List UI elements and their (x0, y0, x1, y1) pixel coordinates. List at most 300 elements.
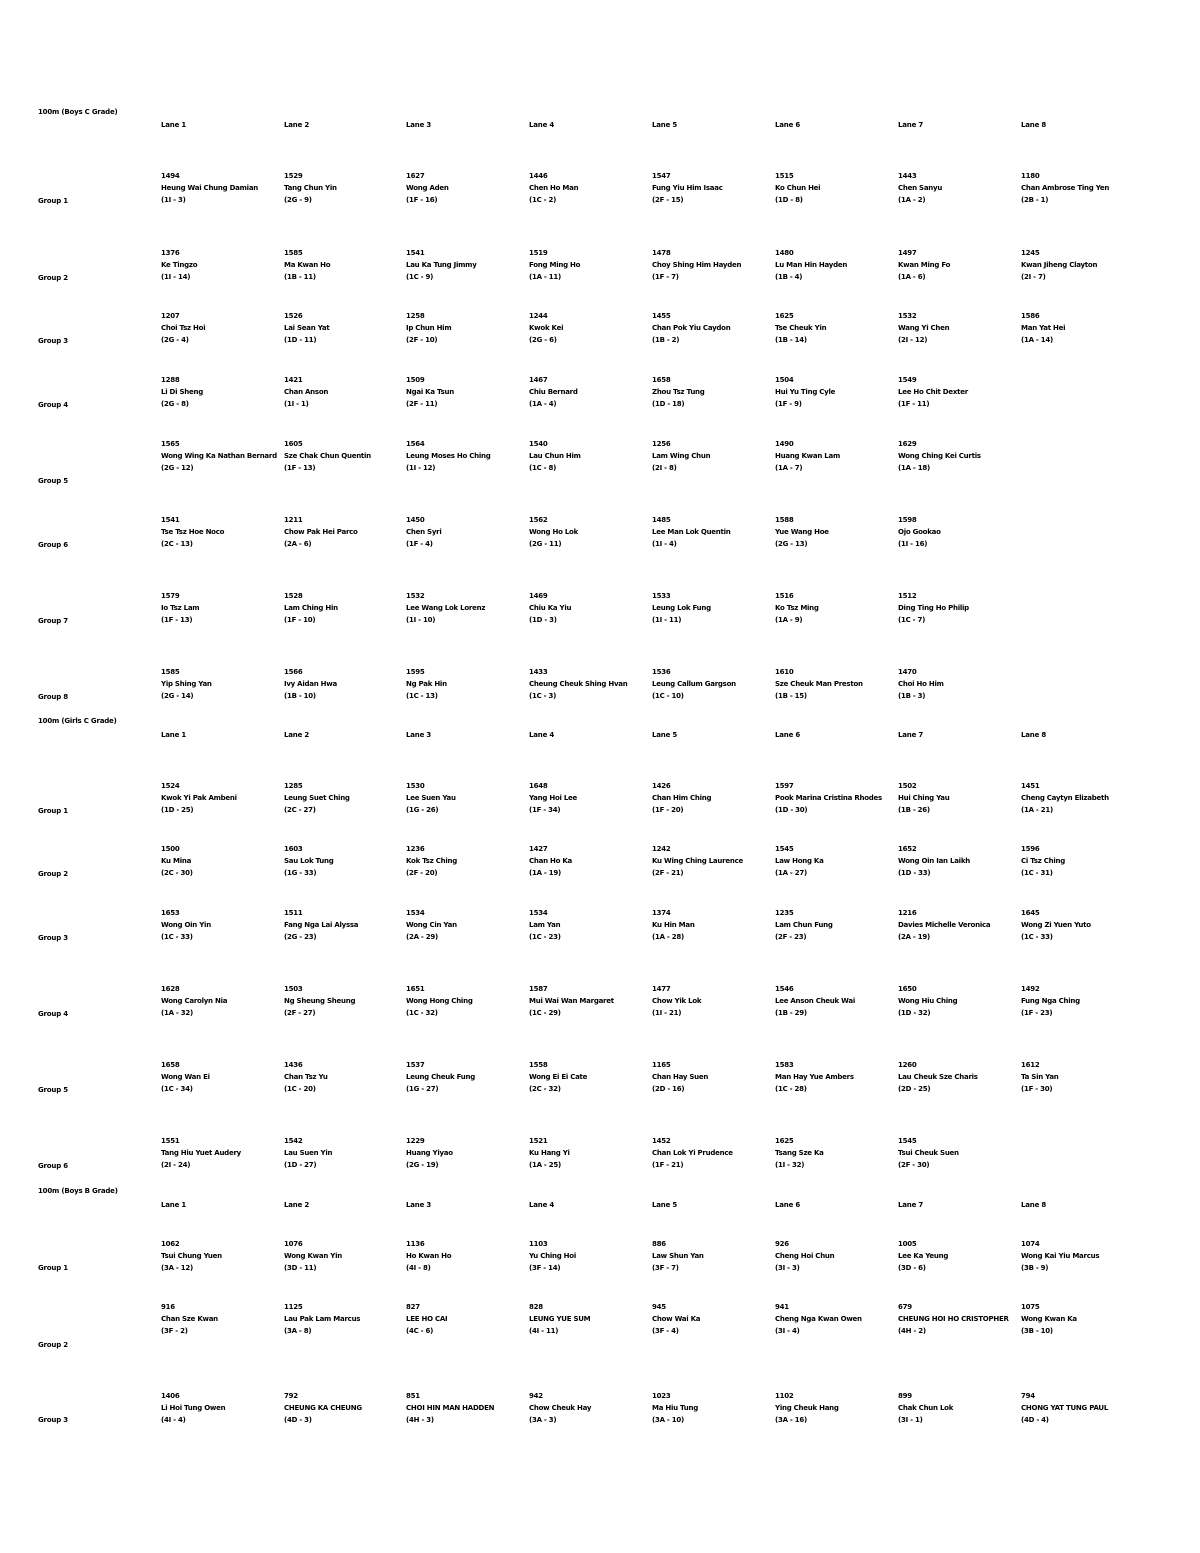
class-code: (1A - 9) (775, 616, 803, 624)
athlete-number: 828 (529, 1303, 543, 1311)
athlete-name: Ci Tsz Ching (1021, 857, 1066, 865)
class-code: (3D - 11) (284, 1264, 317, 1272)
class-code: (1I - 14) (161, 273, 191, 281)
athlete-name: Chan Him Ching (652, 794, 712, 802)
entry-cell (898, 1301, 1016, 1337)
athlete-number: 1625 (775, 1137, 794, 1145)
athlete-name: Lam Ching Hin (284, 604, 338, 612)
athlete-number: 1074 (1021, 1240, 1040, 1248)
entry-cell (529, 1135, 647, 1171)
entry-cell (529, 1390, 647, 1426)
entry-cell (406, 983, 524, 1019)
athlete-name: Cheng Hoi Chun (775, 1252, 835, 1260)
entry-cell (161, 983, 279, 1019)
entry-cell (284, 1390, 402, 1426)
athlete-number: 1628 (161, 985, 180, 993)
athlete-number: 942 (529, 1392, 543, 1400)
athlete-number: 1645 (1021, 909, 1040, 917)
athlete-number: 1005 (898, 1240, 917, 1248)
entry-cell (1021, 1059, 1139, 1095)
class-code: (2I - 24) (161, 1161, 191, 1169)
athlete-name: Wong Oin Ian Laikh (898, 857, 970, 865)
athlete-number: 1530 (406, 782, 425, 790)
class-code: (1D - 27) (284, 1161, 317, 1169)
entry-cell (161, 514, 279, 550)
athlete-number: 1480 (775, 249, 794, 257)
entry-cell (161, 843, 279, 879)
athlete-number: 1516 (775, 592, 794, 600)
class-code: (1B - 2) (652, 336, 680, 344)
lane-header: Lane 7 (898, 731, 924, 739)
group-label: Group 4 (38, 1010, 68, 1018)
athlete-name: Lee Ho Chit Dexter (898, 388, 968, 396)
athlete-number: 1541 (406, 249, 425, 257)
class-code: (2D - 16) (652, 1085, 685, 1093)
entry-cell (529, 780, 647, 816)
athlete-name: Chak Chun Lok (898, 1404, 954, 1412)
entry-cell (284, 438, 402, 474)
athlete-number: 945 (652, 1303, 666, 1311)
athlete-name: Man Yat Hei (1021, 324, 1066, 332)
entry-cell (406, 1135, 524, 1171)
athlete-name: Sau Lok Tung (284, 857, 334, 865)
athlete-number: 1534 (529, 909, 548, 917)
class-code: (1I - 12) (406, 464, 436, 472)
athlete-number: 1470 (898, 668, 917, 676)
athlete-number: 1596 (1021, 845, 1040, 853)
athlete-name: Lau Ka Tung Jimmy (406, 261, 477, 269)
athlete-number: 1497 (898, 249, 917, 257)
class-code: (2G - 4) (161, 336, 189, 344)
entry-cell (406, 374, 524, 410)
lane-header: Lane 7 (898, 121, 924, 129)
athlete-name: Leung Callum Gargson (652, 680, 736, 688)
athlete-number: 827 (406, 1303, 420, 1311)
athlete-name: Fong Ming Ho (529, 261, 581, 269)
class-code: (1F - 21) (652, 1161, 684, 1169)
class-code: (1F - 13) (161, 616, 193, 624)
athlete-number: 1529 (284, 172, 303, 180)
athlete-name: Ngai Ka Tsun (406, 388, 454, 396)
athlete-number: 1528 (284, 592, 303, 600)
athlete-name: Chen Syri (406, 528, 442, 536)
class-code: (2F - 15) (652, 196, 684, 204)
athlete-number: 1541 (161, 516, 180, 524)
class-code: (2I - 12) (898, 336, 928, 344)
athlete-number: 1546 (775, 985, 794, 993)
athlete-number: 1562 (529, 516, 548, 524)
entry-cell (898, 374, 1016, 410)
lane-header: Lane 2 (284, 731, 310, 739)
athlete-number: 899 (898, 1392, 912, 1400)
athlete-number: 1524 (161, 782, 180, 790)
athlete-name: Io Tsz Lam (161, 604, 200, 612)
class-code: (3F - 14) (529, 1264, 561, 1272)
class-code: (2G - 8) (161, 400, 189, 408)
athlete-number: 1519 (529, 249, 548, 257)
class-code: (1A - 4) (529, 400, 557, 408)
athlete-number: 1258 (406, 312, 425, 320)
group-label: Group 3 (38, 337, 68, 345)
entry-cell (775, 1059, 893, 1095)
group-label: Group 2 (38, 870, 68, 878)
athlete-number: 1652 (898, 845, 917, 853)
entry-cell (775, 983, 893, 1019)
entry-cell (898, 310, 1016, 346)
athlete-name: Lau Chun Him (529, 452, 581, 460)
athlete-name: Sze Cheuk Man Preston (775, 680, 863, 688)
athlete-number: 1588 (775, 516, 794, 524)
athlete-number: 926 (775, 1240, 789, 1248)
athlete-number: 1540 (529, 440, 548, 448)
entry-cell (284, 1059, 402, 1095)
class-code: (4C - 6) (406, 1327, 434, 1335)
athlete-number: 1406 (161, 1392, 180, 1400)
athlete-number: 1558 (529, 1061, 548, 1069)
athlete-name: Ke Tingzo (161, 261, 198, 269)
entry-cell (898, 247, 1016, 283)
athlete-name: Lee Anson Cheuk Wai (775, 997, 855, 1005)
class-code: (1F - 16) (406, 196, 438, 204)
class-code: (1F - 4) (406, 540, 433, 548)
entry-cell (898, 438, 1016, 474)
class-code: (2C - 30) (161, 869, 193, 877)
entry-cell (652, 514, 770, 550)
athlete-name: Hui Yu Ting Cyle (775, 388, 836, 396)
class-code: (3F - 4) (652, 1327, 679, 1335)
class-code: (1C - 8) (529, 464, 557, 472)
athlete-number: 1595 (406, 668, 425, 676)
athlete-number: 886 (652, 1240, 666, 1248)
class-code: (4D - 4) (1021, 1416, 1049, 1424)
athlete-name: Ku Hang Yi (529, 1149, 570, 1157)
athlete-name: Chen Ho Man (529, 184, 579, 192)
class-code: (1I - 16) (898, 540, 928, 548)
athlete-number: 1658 (161, 1061, 180, 1069)
class-code: (1F - 13) (284, 464, 316, 472)
athlete-number: 1547 (652, 172, 671, 180)
athlete-number: 1648 (529, 782, 548, 790)
athlete-number: 1610 (775, 668, 794, 676)
athlete-number: 1235 (775, 909, 794, 917)
class-code: (3B - 10) (1021, 1327, 1053, 1335)
entry-cell (529, 1059, 647, 1095)
lane-header: Lane 6 (775, 121, 801, 129)
athlete-name: Kwok Yi Pak Ambeni (161, 794, 237, 802)
athlete-name: Lee Wang Lok Lorenz (406, 604, 486, 612)
class-code: (1B - 15) (775, 692, 807, 700)
entry-cell (652, 1390, 770, 1426)
athlete-number: 1629 (898, 440, 917, 448)
class-code: (1G - 27) (406, 1085, 439, 1093)
entry-cell (898, 666, 1016, 702)
entry-cell (898, 1059, 1016, 1095)
class-code: (3I - 4) (775, 1327, 800, 1335)
athlete-name: Lam Wing Chun (652, 452, 711, 460)
class-code: (1I - 3) (161, 196, 186, 204)
athlete-number: 1536 (652, 668, 671, 676)
athlete-name: Huang Yiyao (406, 1149, 453, 1157)
athlete-number: 1023 (652, 1392, 671, 1400)
class-code: (1A - 18) (898, 464, 930, 472)
group-label: Group 2 (38, 1341, 68, 1349)
athlete-number: 1537 (406, 1061, 425, 1069)
entry-cell (406, 590, 524, 626)
athlete-name: Ng Pak Hin (406, 680, 447, 688)
athlete-name: Ip Chun Him (406, 324, 452, 332)
lane-header: Lane 8 (1021, 731, 1047, 739)
class-code: (4I - 4) (161, 1416, 186, 1424)
entry-cell (161, 310, 279, 346)
class-code: (4I - 11) (529, 1327, 559, 1335)
class-code: (1G - 26) (406, 806, 439, 814)
athlete-number: 1288 (161, 376, 180, 384)
entry-cell (161, 666, 279, 702)
entry-cell (898, 514, 1016, 550)
lane-header: Lane 3 (406, 731, 432, 739)
athlete-number: 1504 (775, 376, 794, 384)
athlete-name: Chow Wai Ka (652, 1315, 701, 1323)
athlete-number: 1467 (529, 376, 548, 384)
athlete-number: 1285 (284, 782, 303, 790)
class-code: (2F - 27) (284, 1009, 316, 1017)
class-code: (1D - 11) (284, 336, 317, 344)
class-code: (1C - 33) (161, 933, 193, 941)
athlete-name: Ding Ting Ho Philip (898, 604, 969, 612)
athlete-name: Huang Kwan Lam (775, 452, 841, 460)
entry-cell (529, 247, 647, 283)
class-code: (4H - 3) (406, 1416, 434, 1424)
athlete-name: Davies Michelle Veronica (898, 921, 991, 929)
entry-cell (898, 1238, 1016, 1274)
class-code: (1A - 28) (652, 933, 684, 941)
athlete-number: 1485 (652, 516, 671, 524)
athlete-name: Chan Lok Yi Prudence (652, 1149, 733, 1157)
athlete-name: Ivy Aidan Hwa (284, 680, 337, 688)
class-code: (1F - 30) (1021, 1085, 1053, 1093)
entry-cell (775, 907, 893, 943)
athlete-number: 1245 (1021, 249, 1040, 257)
athlete-number: 679 (898, 1303, 912, 1311)
class-code: (1D - 8) (775, 196, 803, 204)
athlete-name: Lau Cheuk Sze Charis (898, 1073, 978, 1081)
group-label: Group 5 (38, 477, 68, 485)
athlete-name: Lau Suen Yin (284, 1149, 333, 1157)
entry-cell (406, 666, 524, 702)
athlete-name: Tse Cheuk Yin (775, 324, 827, 332)
class-code: (1A - 11) (529, 273, 561, 281)
athlete-name: Chow Pak Hei Parco (284, 528, 358, 536)
lane-header: Lane 2 (284, 1201, 310, 1209)
athlete-number: 916 (161, 1303, 175, 1311)
entry-cell (284, 780, 402, 816)
athlete-name: Fung Nga Ching (1021, 997, 1080, 1005)
group-label: Group 1 (38, 197, 68, 205)
class-code: (3A - 3) (529, 1416, 557, 1424)
athlete-number: 1421 (284, 376, 303, 384)
entry-cell (406, 514, 524, 550)
class-code: (3F - 7) (652, 1264, 679, 1272)
entry-cell (529, 843, 647, 879)
athlete-number: 1511 (284, 909, 303, 917)
section-title: 100m (Girls C Grade) (38, 717, 117, 725)
athlete-name: Wong Kai Yiu Marcus (1021, 1252, 1100, 1260)
athlete-number: 1500 (161, 845, 180, 853)
athlete-number: 1551 (161, 1137, 180, 1145)
athlete-name: Choi Tsz Hoi (161, 324, 206, 332)
lane-header: Lane 4 (529, 1201, 555, 1209)
athlete-number: 1256 (652, 440, 671, 448)
athlete-number: 1502 (898, 782, 917, 790)
lane-header: Lane 1 (161, 731, 187, 739)
class-code: (1C - 29) (529, 1009, 561, 1017)
athlete-name: Chen Sanyu (898, 184, 943, 192)
class-code: (3I - 1) (898, 1416, 923, 1424)
entry-cell (529, 310, 647, 346)
class-code: (1B - 3) (898, 692, 926, 700)
entry-cell (284, 1301, 402, 1337)
athlete-name: Tang Hiu Yuet Audery (161, 1149, 241, 1157)
class-code: (2G - 19) (406, 1161, 439, 1169)
class-code: (1C - 13) (406, 692, 438, 700)
athlete-number: 1658 (652, 376, 671, 384)
entry-cell (161, 438, 279, 474)
entry-cell (775, 780, 893, 816)
athlete-name: Choi Ho Him (898, 680, 944, 688)
class-code: (2C - 32) (529, 1085, 561, 1093)
entry-cell (1021, 1390, 1139, 1426)
athlete-name: Chan Hay Suen (652, 1073, 709, 1081)
athlete-name: Pook Marina Cristina Rhodes (775, 794, 882, 802)
class-code: (1I - 21) (652, 1009, 682, 1017)
entry-cell (284, 907, 402, 943)
athlete-name: Yu Ching Hoi (529, 1252, 576, 1260)
class-code: (1D - 18) (652, 400, 685, 408)
entry-cell (898, 1390, 1016, 1426)
athlete-name: Wong Kwan Yin (284, 1252, 342, 1260)
entry-cell (775, 247, 893, 283)
athlete-name: Kwan Jiheng Clayton (1021, 261, 1098, 269)
athlete-number: 1426 (652, 782, 671, 790)
entry-cell (898, 983, 1016, 1019)
entry-cell (652, 907, 770, 943)
class-code: (2B - 1) (1021, 196, 1049, 204)
entry-cell (1021, 247, 1139, 283)
athlete-number: 1521 (529, 1137, 548, 1145)
athlete-name: Tsui Chung Yuen (161, 1252, 222, 1260)
athlete-number: 1451 (1021, 782, 1040, 790)
entry-cell (898, 590, 1016, 626)
athlete-number: 1242 (652, 845, 671, 853)
athlete-name: Ko Chun Hei (775, 184, 821, 192)
class-code: (1A - 14) (1021, 336, 1053, 344)
class-code: (2I - 7) (1021, 273, 1046, 281)
entry-cell (161, 1390, 279, 1426)
class-code: (1F - 10) (284, 616, 316, 624)
class-code: (3B - 9) (1021, 1264, 1049, 1272)
entry-cell (898, 843, 1016, 879)
group-label: Group 2 (38, 274, 68, 282)
athlete-name: Chan Tsz Yu (284, 1073, 328, 1081)
entry-cell (284, 514, 402, 550)
lane-header: Lane 5 (652, 1201, 678, 1209)
entry-cell (406, 907, 524, 943)
athlete-name: Chiu Bernard (529, 388, 578, 396)
athlete-number: 1565 (161, 440, 180, 448)
athlete-number: 1579 (161, 592, 180, 600)
entry-cell (406, 1238, 524, 1274)
athlete-number: 1515 (775, 172, 794, 180)
athlete-number: 1542 (284, 1137, 303, 1145)
class-code: (1A - 2) (898, 196, 926, 204)
class-code: (3A - 10) (652, 1416, 684, 1424)
athlete-name: Wong Ei Ei Cate (529, 1073, 588, 1081)
athlete-name: Kok Tsz Ching (406, 857, 457, 865)
entry-cell (529, 514, 647, 550)
class-code: (4I - 8) (406, 1264, 431, 1272)
entry-cell (1021, 170, 1139, 206)
athlete-name: Wong Zi Yuen Yuto (1021, 921, 1091, 929)
athlete-name: Lu Man Hin Hayden (775, 261, 848, 269)
class-code: (1F - 20) (652, 806, 684, 814)
entry-cell (406, 247, 524, 283)
athlete-number: 1076 (284, 1240, 303, 1248)
athlete-name: Tsui Cheuk Suen (898, 1149, 959, 1157)
entry-cell (652, 1301, 770, 1337)
athlete-number: 1494 (161, 172, 180, 180)
entry-cell (1021, 1238, 1139, 1274)
class-code: (1C - 28) (775, 1085, 807, 1093)
lane-header: Lane 4 (529, 731, 555, 739)
athlete-name: Ma Kwan Ho (284, 261, 331, 269)
athlete-number: 1136 (406, 1240, 425, 1248)
class-code: (1D - 30) (775, 806, 808, 814)
athlete-number: 1492 (1021, 985, 1040, 993)
entry-cell (1021, 907, 1139, 943)
class-code: (1F - 23) (1021, 1009, 1053, 1017)
lane-header: Lane 8 (1021, 1201, 1047, 1209)
athlete-number: 1566 (284, 668, 303, 676)
athlete-number: 1103 (529, 1240, 548, 1248)
entry-cell (529, 1238, 647, 1274)
class-code: (1B - 10) (284, 692, 316, 700)
athlete-name: Chan Anson (284, 388, 329, 396)
athlete-name: Chan Ho Ka (529, 857, 573, 865)
athlete-name: Wang Yi Chen (898, 324, 950, 332)
athlete-name: Ku Hin Man (652, 921, 695, 929)
entry-cell (652, 247, 770, 283)
class-code: (1C - 31) (1021, 869, 1053, 877)
class-code: (4D - 3) (284, 1416, 312, 1424)
athlete-name: Chan Pok Yiu Caydon (652, 324, 731, 332)
group-label: Group 4 (38, 401, 68, 409)
athlete-number: 1075 (1021, 1303, 1040, 1311)
group-label: Group 3 (38, 934, 68, 942)
athlete-name: Wong Ho Lok (529, 528, 578, 536)
entry-cell (161, 590, 279, 626)
entry-cell (775, 170, 893, 206)
entry-cell (161, 374, 279, 410)
athlete-name: CHONG YAT TUNG PAUL (1021, 1404, 1109, 1412)
class-code: (1A - 25) (529, 1161, 561, 1169)
athlete-name: Wong Oin Yin (161, 921, 211, 929)
athlete-name: CHEUNG HOI HO CRISTOPHER (898, 1315, 1009, 1323)
class-code: (2C - 13) (161, 540, 193, 548)
entry-cell (284, 374, 402, 410)
class-code: (1C - 10) (652, 692, 684, 700)
class-code: (2G - 6) (529, 336, 557, 344)
entry-cell (898, 1135, 1016, 1171)
